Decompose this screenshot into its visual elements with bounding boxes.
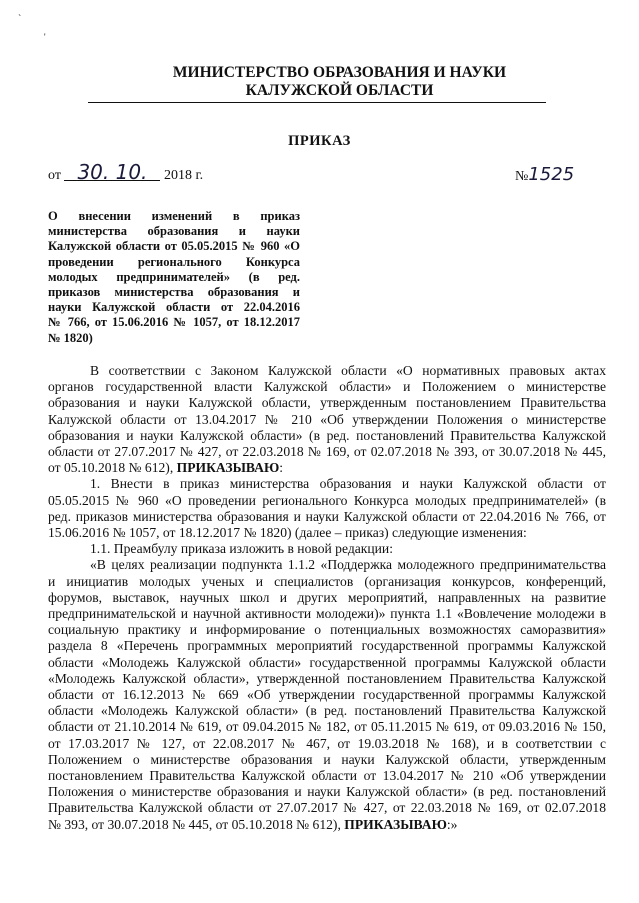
subject-line: № 1820) — [48, 330, 93, 345]
body-line: Положением о министерстве образования и науки Калужской области, утвержденным — [48, 751, 606, 767]
handwritten-number: 1525 — [528, 164, 575, 185]
body-line: области от 16.12.2013 № 669 «Об утверждении государственной программы Калужской — [48, 687, 606, 703]
body-line: 1.1. Преамбулу приказа изложить в новой редакции: — [90, 541, 393, 557]
body-line: образования и науки Калужской области» (в ред. постановлений Правительства Калужской — [48, 427, 606, 443]
body-line: В соответствии с Законом Калужской области «О нормативных правовых актах — [90, 363, 606, 378]
body-line: Положения о министерстве образования и науки Калужской области» (в ред. постановлений — [48, 784, 606, 800]
scan-artifact: ' — [44, 32, 46, 42]
body-line: «Молодежь Калужской области», утвержденной постановлением Правительства Калужской — [48, 670, 606, 686]
subject-line: молодых предпринимателей» (в ред. — [48, 269, 300, 284]
body-line: образования и науки Калужской области, утвержденным постановлением Правительства — [48, 395, 606, 411]
subject-line: приказов министерства образования и — [48, 285, 300, 300]
body-line: «В целях реализации подпункта 1.1.2 «Поддержка молодежного предпринимательства — [90, 557, 606, 573]
body-line: органов государственной власти Калужской области» и Положением о министерстве — [48, 379, 606, 395]
subject-line: Калужской области от 05.05.2015 № 960 «О — [48, 239, 300, 254]
body-line: области от 27.07.2017 № 427, от 22.03.2018 № 169, от 02.07.2018 № 393, от 30.07.2018 № 445, — [48, 444, 606, 460]
header-rule — [88, 102, 546, 103]
handwritten-date: 30. 10. — [64, 164, 160, 181]
subject-line: № 766, от 15.06.2016 № 1057, от 18.12.2017 — [48, 315, 300, 330]
subject-line: науки Калужской области от 22.04.2016 — [48, 300, 300, 315]
body-line: области от 21.10.2014 № 619, от 09.04.2015 № 182, от 05.11.2015 № 619, от 09.03.2016 № 150, — [48, 719, 606, 735]
body-line: 15.06.2016 № 1057, от 18.12.2017 № 1820) (далее – приказ) следующие изменения: — [48, 525, 527, 541]
body-line: Калужской области от 13.04.2017 № 210 «Об утверждении Положения о министерстве — [48, 411, 606, 427]
ministry-name-line2: КАЛУЖСКОЙ ОБЛАСТИ — [245, 82, 434, 99]
order-keyword: ПРИКАЗЫВАЮ — [176, 460, 280, 476]
date-year: 2018 г. — [163, 168, 204, 183]
body-line: 1. Внести в приказ министерства образования и науки Калужской области от — [90, 476, 606, 492]
body-line: предпринимательской и научной активности молодежи)» пункта 1.1 «Вовлечение молодежи в — [48, 606, 606, 622]
date-prefix: от — [48, 168, 61, 183]
body-line: Правительства Калужской области от 27.07.2017 № 427, от 22.03.2018 № 169, от 02.07.2018 — [48, 800, 606, 816]
subject-line: министерства образования и науки — [48, 224, 300, 239]
order-keyword: ПРИКАЗЫВАЮ — [344, 816, 447, 832]
ministry-name-line1: МИНИСТЕРСТВО ОБРАЗОВАНИЯ И НАУКИ — [172, 64, 507, 81]
order-number — [515, 164, 574, 185]
subject-line: О внесении изменений в приказ — [48, 209, 300, 223]
document-title: ПРИКАЗ — [288, 133, 351, 149]
body-line: области «Молодежь Калужской области» государственной программы Калужской области — [48, 654, 606, 670]
body-line: от 17.03.2017 № 127, от 22.08.2017 № 467, от 19.03.2018 № 168), и в соответствии с — [48, 735, 606, 751]
body-line: социальную практику и информирование о потенциальных возможностях саморазвития» — [48, 622, 606, 638]
order-body — [48, 363, 606, 833]
order-date — [48, 160, 204, 184]
body-line: области «Молодежь Калужской области» (в ред. постановлений Правительства Калужской — [48, 703, 606, 719]
body-line: постановлением Правительства Калужской области от 13.04.2017 № 210 «Об утверждении — [48, 768, 606, 784]
body-line: и инициатив молодых ученых и специалистов (организация конкурсов, конференций, — [48, 573, 606, 589]
number-prefix: № — [515, 169, 529, 184]
scan-artifact: ` — [18, 14, 22, 25]
body-line: форумов, выставок, научных школ и других мероприятий, направленных на развитие — [48, 589, 606, 605]
order-subject — [48, 209, 300, 346]
body-line: № 393, от 30.07.2018 № 445, от 05.10.2018 № 612), ПРИКАЗЫВАЮ:» — [48, 816, 458, 832]
body-line: 05.05.2015 № 960 «О проведении регионального Конкурса молодых предпринимателей» (в — [48, 492, 606, 508]
body-line: раздела 8 «Перечень программных мероприятий государственной программы Калужской — [48, 638, 606, 654]
body-line: от 05.10.2018 № 612), ПРИКАЗЫВАЮ: — [48, 460, 284, 476]
body-line: ред. приказов министерства образования и науки Калужской области от 22.04.2016 № 766, от — [48, 508, 606, 524]
subject-line: проведении регионального Конкурса — [48, 254, 300, 269]
